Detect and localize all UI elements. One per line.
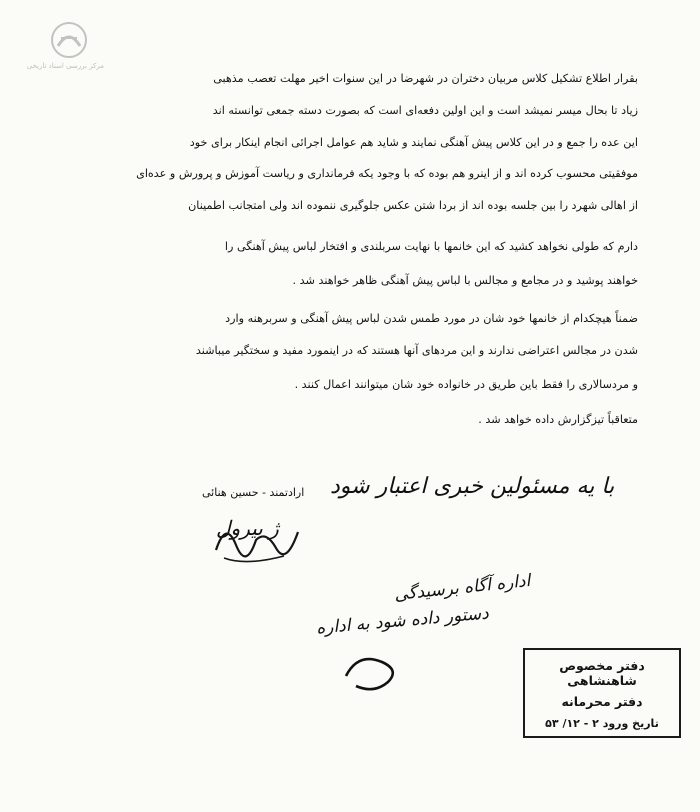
handwritten-initials: ژ بیرول xyxy=(216,516,279,540)
letter-line-3: این عده را جمع و در این کلاس پیش آهنگی نمایند و شاید هم عوامل اجرائی انجام اینکار برای خود xyxy=(189,136,638,149)
archive-emblem-icon xyxy=(34,20,104,60)
letter-line-5: از اهالی شهرد را بین جلسه بوده اند از بردا شتن عکس جلوگیری ننموده اند ولی امتجانب اطمینان xyxy=(188,199,638,212)
handwritten-lower-note-2: دستور داده شود به اداره xyxy=(315,603,490,639)
signer-line: ارادتمند - حسین هنائی xyxy=(202,486,305,499)
signature-mark xyxy=(206,510,306,570)
handwritten-note: با یه مسئولین خبری اعتبار شود xyxy=(330,474,615,499)
stamp-line-1: دفتر مخصوص شاهنشاهی xyxy=(559,658,645,688)
stamp-date-line: تاریخ ورود ۲ - ۱۲/ ۵۳ xyxy=(545,717,659,730)
archive-logo xyxy=(26,20,104,78)
office-stamp xyxy=(523,648,681,738)
letter-line-8: ضمناً هیچکدام از خانمها خود شان در مورد طمس شدن لباس پیش آهنگی و سربرهنه وارد xyxy=(225,312,638,325)
handwritten-lower-note-1: اداره آگاه برسیدگی xyxy=(393,570,532,606)
letter-line-10: و مردسالاری را فقط باین طریق در خانواده خود شان میتوانند اعمال کنند . xyxy=(294,378,638,391)
letter-line-2: زیاد تا بحال میسر نمیشد است و این اولین دفعه‌ای است که بصورت دسته جمعی توانسته اند xyxy=(212,104,638,117)
letter-line-4: موفقیتی محسوب کرده اند و از اینرو هم بوده که با وجود یکه فرمانداری و ریاست آموزش و پرورش و عده‌ای xyxy=(136,167,638,180)
letter-line-9: شدن در مجالس اعتراضی ندارند و این مردهای آنها هستند که در اینمورد مفید و سختگیر میباشند xyxy=(195,344,638,357)
watermark-text: مرکز بررسی اسناد تاریخی xyxy=(26,62,104,70)
letter-line-11: متعاقباً تیزگزارش داده خواهد شد . xyxy=(478,413,638,426)
lower-signature-mark xyxy=(338,646,428,700)
letter-line-6: دارم که طولی نخواهد کشید که این خانمها با نهایت سربلندی و افتخار لباس پیش آهنگی را xyxy=(224,240,638,253)
letter-line-7: خواهند پوشید و در مجامع و مجالس با لباس پیش آهنگی ظاهر خواهند شد . xyxy=(292,274,638,287)
stamp-line-2: دفتر محرمانه xyxy=(561,694,643,709)
letter-line-1: بقرار اطلاع تشکیل کلاس مربیان دختران در شهرضا در این سنوات اخیر مهلت تعصب مذهبی xyxy=(213,72,638,85)
